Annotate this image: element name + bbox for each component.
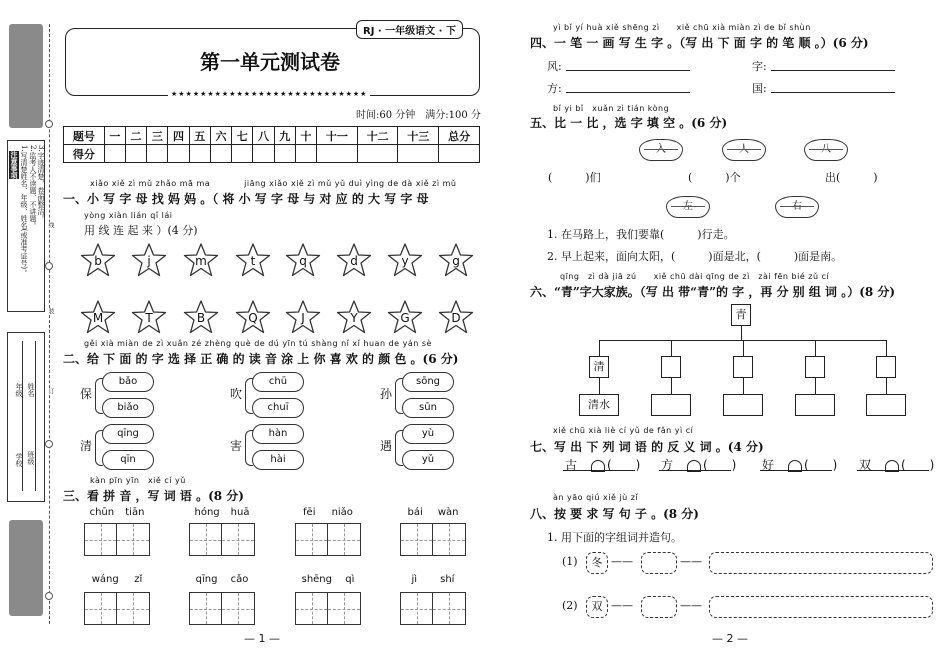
star-upper-1[interactable] bbox=[131, 300, 167, 334]
pinyin-cloud[interactable]: qīn bbox=[102, 450, 154, 470]
seesaw-pivot bbox=[591, 460, 605, 472]
exam-meta: 时间:60 分钟 满分:100 分 bbox=[356, 110, 481, 121]
score-input[interactable] bbox=[125, 145, 146, 163]
star-letter: t bbox=[250, 254, 256, 268]
score-cell: 六 bbox=[210, 127, 231, 145]
pinyin-cloud[interactable]: biǎo bbox=[102, 398, 154, 418]
q5-sentence-2: 2. 早上起来，面向太阳，( )面是北，( )面是南。 bbox=[547, 250, 843, 263]
q4-answer-line[interactable] bbox=[566, 92, 690, 93]
field-grade: 年级 bbox=[15, 383, 23, 397]
star-letter: y bbox=[401, 254, 409, 268]
tian-grid[interactable] bbox=[84, 523, 150, 556]
cut-mark: 装 bbox=[47, 308, 54, 314]
tree-char-box[interactable] bbox=[805, 356, 825, 378]
tian-cell[interactable] bbox=[296, 593, 328, 624]
antonym-char: 双 bbox=[859, 458, 872, 472]
star-letter: D bbox=[451, 311, 461, 325]
antonym-blank[interactable]: ( ) bbox=[607, 458, 641, 472]
score-input[interactable] bbox=[357, 145, 398, 163]
grid-pinyin bbox=[84, 507, 150, 518]
score-input[interactable] bbox=[168, 145, 189, 163]
score-input[interactable] bbox=[232, 145, 253, 163]
binding-ring bbox=[45, 262, 53, 270]
star-letter: m bbox=[195, 254, 207, 268]
field-name: 姓名 bbox=[27, 383, 35, 397]
dash: —— bbox=[611, 599, 633, 612]
q6-title: 六、“青”字大家族。（写 出 带“青”的 字 ，再 分 别 组 词 。）(8 分) bbox=[530, 285, 896, 299]
tree-line bbox=[671, 340, 672, 356]
q5-sentence-1: 1. 在马路上，我们要靠( )行走。 bbox=[547, 228, 735, 241]
tian-cell[interactable] bbox=[433, 524, 465, 555]
q1-pinyin-2: yòng xiàn lián qǐ lái bbox=[84, 211, 173, 220]
pinyin-syllable: zǐ bbox=[134, 574, 143, 585]
score-input[interactable] bbox=[317, 145, 358, 163]
pinyin-syllable: jì bbox=[411, 574, 418, 585]
given-char-box: 冬 bbox=[586, 552, 608, 574]
q4-char-2: 字: bbox=[752, 60, 767, 73]
binding-ring bbox=[45, 592, 53, 600]
pinyin-cloud[interactable]: bǎo bbox=[102, 372, 154, 392]
q4-answer-line[interactable] bbox=[771, 92, 895, 93]
bowl-char: 八 bbox=[804, 139, 848, 161]
star-letter: Q bbox=[248, 311, 258, 325]
pinyin-cloud[interactable]: yù bbox=[402, 424, 454, 444]
bowl-char: 入 bbox=[639, 139, 683, 161]
dash: —— bbox=[680, 599, 702, 612]
score-cell: 八 bbox=[253, 127, 274, 145]
pinyin-cloud[interactable]: hàn bbox=[252, 424, 304, 444]
tree-line bbox=[741, 326, 742, 340]
tian-cell[interactable] bbox=[328, 593, 360, 624]
tree-char-box[interactable] bbox=[661, 356, 681, 378]
seesaw-pivot bbox=[885, 460, 899, 472]
grade-tag: RJ · 一年级语文 · 下 bbox=[356, 20, 463, 39]
tian-cell[interactable] bbox=[296, 524, 328, 555]
q4-char-3: 方: bbox=[547, 82, 562, 95]
score-input[interactable] bbox=[147, 145, 168, 163]
tree-word-box[interactable] bbox=[795, 394, 835, 416]
grid-pinyin bbox=[400, 574, 466, 585]
brace-char: 害 bbox=[230, 439, 243, 453]
q6-pinyin: qīng zì dà jiā zú xiě chū dài qīng de zì zài fēn bié zǔ cí bbox=[560, 272, 830, 281]
star-letter: J bbox=[301, 311, 305, 325]
star-letter: G bbox=[400, 311, 410, 325]
brace-char: 遇 bbox=[380, 439, 393, 453]
pinyin-syllable: cǎo bbox=[230, 574, 249, 585]
tian-grid[interactable] bbox=[400, 523, 466, 556]
field-school: 学校 bbox=[15, 453, 23, 467]
pinyin-syllable: wàn bbox=[437, 507, 459, 518]
antonym-char: 古 bbox=[565, 458, 578, 472]
score-cell: 四 bbox=[168, 127, 189, 145]
seesaw-pivot bbox=[687, 460, 701, 472]
star-lower-4[interactable] bbox=[285, 243, 321, 277]
star-lower-2[interactable] bbox=[183, 243, 219, 277]
notice-line-3: 3.字迹清楚，卷面整洁。 bbox=[37, 145, 45, 222]
tian-grid[interactable] bbox=[189, 523, 255, 556]
q5-blank-1[interactable]: ( )们 bbox=[548, 171, 601, 184]
q4-pinyin: yì bǐ yí huà xiě shēng zì xiě chū xià miàn zì de bǐ shùn bbox=[553, 23, 811, 32]
tree-word-box: 清水 bbox=[579, 394, 619, 416]
tree-line bbox=[743, 378, 744, 394]
q5-blank-3[interactable]: 出( ) bbox=[825, 171, 878, 184]
tree-line bbox=[743, 340, 744, 356]
tree-char-box: 清 bbox=[589, 356, 609, 378]
antonym-seesaw[interactable] bbox=[760, 458, 838, 480]
pinyin-syllable: niǎo bbox=[331, 507, 353, 518]
pinyin-syllable: chūn bbox=[89, 507, 115, 518]
star-upper-6[interactable] bbox=[387, 300, 423, 334]
tree-word-box[interactable] bbox=[866, 394, 906, 416]
q8-pinyin: àn yāo qiú xiě jù zǐ bbox=[553, 493, 639, 502]
score-cell: 十三 bbox=[398, 127, 439, 145]
binding-gray-block-top bbox=[9, 24, 43, 128]
score-value-row bbox=[64, 145, 480, 163]
tree-line bbox=[815, 340, 816, 356]
pinyin-cloud[interactable]: yǔ bbox=[402, 450, 454, 470]
score-cell: 总分 bbox=[439, 127, 480, 145]
bowl-char: 右 bbox=[775, 196, 819, 218]
q1-title: 一、小 写 字 母 找 妈 妈 。（ 将 小 写 字 母 与 对 应 的 大 写 字 母 bbox=[63, 192, 429, 206]
tian-grid[interactable] bbox=[400, 592, 466, 625]
page-number-1: — 1 — bbox=[244, 632, 280, 645]
dash: —— bbox=[611, 555, 633, 568]
pinyin-syllable: qì bbox=[345, 574, 355, 585]
pinyin-syllable: tiān bbox=[125, 507, 145, 518]
tian-cell[interactable] bbox=[117, 524, 149, 555]
q2-title: 二、给 下 面 的 字 选 择 正 确 的 读 音 涂 上 你 喜 欢 的 颜 色 。(6 分) bbox=[63, 352, 459, 366]
q7-pinyin: xiě chū xià liè cí yǔ de fǎn yì cí bbox=[553, 426, 694, 435]
binding-ring bbox=[45, 440, 53, 448]
tree-line bbox=[599, 378, 600, 394]
tian-cell[interactable] bbox=[328, 524, 360, 555]
antonym-char: 方 bbox=[661, 458, 674, 472]
sentence-number: (2) bbox=[562, 599, 578, 612]
notice-line-2: 2.监考人不读题、不讲题。 bbox=[29, 145, 37, 229]
field-class: 班级 bbox=[27, 451, 35, 465]
q3-title: 三、看 拼 音 ，写 词 语 。(8 分) bbox=[63, 489, 244, 503]
antonym-blank[interactable]: ( ) bbox=[901, 458, 935, 472]
cut-line bbox=[49, 24, 50, 624]
score-input[interactable] bbox=[439, 145, 480, 163]
star-lower-7[interactable] bbox=[438, 243, 474, 277]
tian-cell[interactable] bbox=[401, 524, 433, 555]
star-letter: d bbox=[350, 254, 358, 268]
pinyin-syllable: fēi bbox=[303, 507, 316, 518]
star-upper-5[interactable] bbox=[336, 300, 372, 334]
pinyin-cloud[interactable]: sōng bbox=[402, 372, 454, 392]
brace-char: 清 bbox=[80, 439, 93, 453]
brace-char: 孙 bbox=[380, 387, 393, 401]
cut-mark: 线 bbox=[47, 222, 54, 228]
tree-char-box[interactable] bbox=[733, 356, 753, 378]
word-box[interactable] bbox=[641, 552, 677, 574]
star-lower-6[interactable] bbox=[387, 243, 423, 277]
star-divider: ★★★★★★★★★★★★★★★★★★★★★★★★★★★ bbox=[168, 90, 370, 98]
grid-pinyin bbox=[189, 507, 255, 518]
tian-cell[interactable] bbox=[401, 593, 433, 624]
sentence-box[interactable] bbox=[709, 552, 933, 574]
seesaw-pivot bbox=[788, 460, 802, 472]
score-cell: 七 bbox=[232, 127, 253, 145]
q4-title: 四、一 笔 一 画 写 生 字 。（写 出 下 面 字 的 笔 顺 。）(6 分) bbox=[530, 36, 869, 50]
score-input[interactable] bbox=[274, 145, 295, 163]
brace-char: 吹 bbox=[230, 387, 243, 401]
tian-cell[interactable] bbox=[117, 593, 149, 624]
star-letter: b bbox=[94, 254, 102, 268]
pinyin-syllable: shí bbox=[440, 574, 455, 585]
antonym-seesaw[interactable] bbox=[659, 458, 737, 480]
tree-root-box: 青 bbox=[731, 304, 751, 326]
tian-grid[interactable] bbox=[295, 523, 361, 556]
q4-char-1: 风: bbox=[547, 60, 562, 73]
star-upper-7[interactable] bbox=[438, 300, 474, 334]
bowl-char: 左 bbox=[666, 196, 710, 218]
score-cell: 十 bbox=[295, 127, 316, 145]
score-cell: 十一 bbox=[317, 127, 358, 145]
pinyin-cloud[interactable]: chuī bbox=[252, 398, 304, 418]
tian-grid[interactable] bbox=[295, 592, 361, 625]
grid-pinyin bbox=[295, 574, 361, 585]
page-number-2: — 2 — bbox=[712, 632, 748, 645]
star-letter: M bbox=[92, 311, 104, 325]
score-input[interactable] bbox=[398, 145, 439, 163]
pinyin-syllable: huā bbox=[230, 507, 250, 518]
star-upper-4[interactable] bbox=[285, 300, 321, 334]
star-lower-1[interactable] bbox=[131, 243, 167, 277]
score-header-row bbox=[64, 127, 480, 145]
tree-word-box[interactable] bbox=[651, 394, 691, 416]
pinyin-syllable: bái bbox=[407, 507, 423, 518]
q1-title-2: 用 线 连 起 来 ）(4 分) bbox=[84, 224, 198, 237]
star-letter: q bbox=[299, 254, 307, 268]
q7-title: 七、写 出 下 列 词 语 的 反 义 词 。(4 分) bbox=[530, 440, 764, 454]
q3-pinyin: kàn pīn yīn xiě cí yǔ bbox=[90, 476, 186, 485]
grid-pinyin bbox=[400, 507, 466, 518]
bowl-char: 人 bbox=[722, 139, 766, 161]
brace-char: 保 bbox=[80, 387, 93, 401]
pinyin-syllable: shēng bbox=[301, 574, 332, 585]
star-upper-3[interactable] bbox=[235, 300, 271, 334]
score-table bbox=[63, 126, 480, 163]
tree-word-box[interactable] bbox=[723, 394, 763, 416]
tian-grid[interactable] bbox=[189, 592, 255, 625]
field-line[interactable] bbox=[22, 341, 23, 491]
tree-line bbox=[671, 378, 672, 394]
q5-title: 五、比 一 比 ，选 字 填 空 。(6 分) bbox=[530, 116, 728, 130]
tian-cell[interactable] bbox=[85, 593, 117, 624]
antonym-blank[interactable]: ( ) bbox=[804, 458, 838, 472]
star-letter: g bbox=[452, 254, 460, 268]
score-cell: 题号 bbox=[64, 127, 105, 145]
score-cell: 三 bbox=[147, 127, 168, 145]
score-input[interactable] bbox=[189, 145, 210, 163]
score-input[interactable] bbox=[253, 145, 274, 163]
tian-cell[interactable] bbox=[85, 524, 117, 555]
binding-gray-block-bottom bbox=[9, 520, 43, 616]
tian-grid[interactable] bbox=[84, 592, 150, 625]
star-lower-0[interactable] bbox=[80, 243, 116, 277]
tree-line bbox=[815, 378, 816, 394]
page-title: 第一单元测试卷 bbox=[200, 50, 340, 74]
star-letter: T bbox=[145, 311, 153, 325]
student-info-box bbox=[7, 332, 45, 502]
star-letter: Y bbox=[350, 311, 358, 325]
q8-title: 八、按 要 求 写 句 子 。(8 分) bbox=[530, 507, 699, 521]
tree-char-box[interactable] bbox=[876, 356, 896, 378]
notice-line-1: 1.写清楚姓名、年级、姓名(或准考证号)。 bbox=[20, 145, 28, 277]
antonym-char: 好 bbox=[762, 458, 775, 472]
given-char-box: 双 bbox=[586, 596, 608, 618]
dash: —— bbox=[680, 555, 702, 568]
word-box[interactable] bbox=[641, 596, 677, 618]
q4-char-4: 国: bbox=[752, 82, 767, 95]
pinyin-cloud[interactable]: qīng bbox=[102, 424, 154, 444]
q1-pinyin: xiǎo xiě zì mǔ zhǎo mā ma jiāng xiǎo xiě zì mǔ yǔ duì yìng de dà xiě zì mǔ bbox=[90, 179, 457, 188]
pinyin-syllable: qīng bbox=[195, 574, 218, 585]
antonym-blank[interactable]: ( ) bbox=[703, 458, 737, 472]
tree-line bbox=[886, 340, 887, 356]
tree-line bbox=[599, 340, 600, 356]
tian-cell[interactable] bbox=[222, 524, 254, 555]
tian-cell[interactable] bbox=[433, 593, 465, 624]
q4-answer-line[interactable] bbox=[566, 70, 690, 71]
star-letter: B bbox=[196, 311, 206, 325]
q5-pinyin: bǐ yi bǐ xuǎn zì tián kòng bbox=[553, 104, 670, 113]
grid-pinyin bbox=[189, 574, 255, 585]
q8-subtitle: 1. 用下面的字组词并造句。 bbox=[547, 531, 682, 544]
field-line[interactable] bbox=[35, 341, 36, 491]
pinyin-syllable: hóng bbox=[194, 507, 220, 518]
pinyin-cloud[interactable]: chū bbox=[252, 372, 304, 392]
score-label: 得分 bbox=[64, 145, 105, 163]
score-input[interactable] bbox=[210, 145, 231, 163]
star-upper-2[interactable] bbox=[183, 300, 219, 334]
notice-title: 注意事项 bbox=[10, 151, 19, 179]
binding-ring bbox=[45, 120, 53, 128]
sentence-box[interactable] bbox=[709, 596, 933, 618]
tian-cell[interactable] bbox=[190, 524, 222, 555]
q5-blank-2[interactable]: ( )个 bbox=[688, 171, 741, 184]
star-letter: j bbox=[147, 254, 151, 268]
pinyin-cloud[interactable]: hài bbox=[252, 450, 304, 470]
q4-answer-line[interactable] bbox=[771, 70, 895, 71]
cut-mark: 订 bbox=[47, 388, 54, 394]
antonym-seesaw[interactable] bbox=[857, 458, 935, 480]
score-cell: 十二 bbox=[357, 127, 398, 145]
antonym-seesaw[interactable] bbox=[563, 458, 641, 480]
score-input[interactable] bbox=[104, 145, 125, 163]
score-cell: 一 bbox=[104, 127, 125, 145]
score-cell: 五 bbox=[189, 127, 210, 145]
star-lower-3[interactable] bbox=[235, 243, 271, 277]
grid-pinyin bbox=[84, 574, 150, 585]
score-cell: 二 bbox=[125, 127, 146, 145]
tian-cell[interactable] bbox=[190, 593, 222, 624]
tree-line bbox=[886, 378, 887, 394]
pinyin-syllable: wáng bbox=[91, 574, 119, 585]
notice-box bbox=[7, 140, 45, 312]
sentence-number: (1) bbox=[562, 555, 578, 568]
tian-cell[interactable] bbox=[222, 593, 254, 624]
pinyin-cloud[interactable]: sūn bbox=[402, 398, 454, 418]
grid-pinyin bbox=[295, 507, 361, 518]
star-lower-5[interactable] bbox=[336, 243, 372, 277]
q2-pinyin: gěi xià miàn de zì xuǎn zé zhèng què de dú yīn tú shàng nǐ xǐ huan de yán sè bbox=[84, 339, 432, 348]
star-upper-0[interactable] bbox=[80, 300, 116, 334]
score-input[interactable] bbox=[295, 145, 316, 163]
score-cell: 九 bbox=[274, 127, 295, 145]
